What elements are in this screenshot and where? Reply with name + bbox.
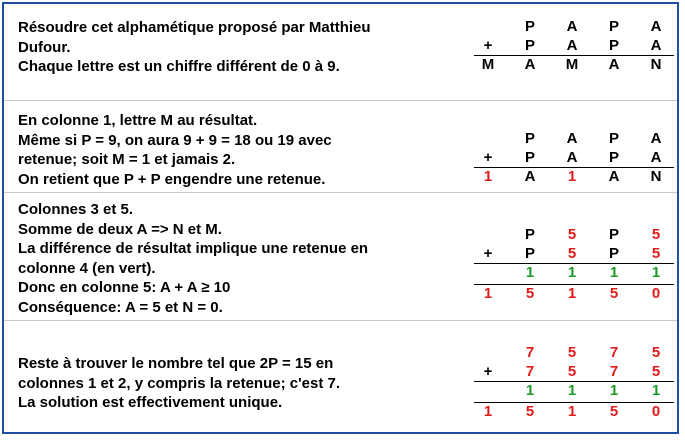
digit-cell: A: [566, 37, 578, 54]
digit-cell: A: [566, 149, 578, 166]
plus-sign: +: [483, 245, 493, 262]
digit-cell: 1: [483, 285, 493, 302]
digit-cell: 1: [567, 382, 577, 399]
explanation-line: La différence de résultat implique une retenue en: [18, 240, 369, 257]
digit-cell: 7: [525, 344, 535, 361]
digit-cell: A: [524, 56, 536, 73]
digit-cell: N: [650, 56, 662, 73]
explanation-line: Donc en colonne 5: A + A ≥ 10: [18, 279, 231, 296]
digit-cell: 5: [651, 226, 661, 243]
explanation-line: colonnes 1 et 2, y compris la retenue; c'est 7.: [18, 374, 341, 392]
digit-cell: 5: [609, 403, 619, 420]
digit-cell: 1: [567, 264, 577, 281]
plus-sign: +: [483, 37, 493, 54]
digit-cell: 5: [525, 285, 535, 302]
digit-cell: 5: [567, 245, 577, 262]
digit-cell: 5: [651, 363, 661, 380]
digit-cell: 1: [567, 285, 577, 302]
digit-cell: 5: [651, 245, 661, 262]
explanation-line: retenue; soit M = 1 et jamais 2.: [18, 151, 236, 168]
plus-sign: +: [483, 149, 493, 166]
digit-cell: 0: [651, 403, 661, 420]
digit-cell: P: [524, 226, 535, 243]
digit-cell: A: [524, 168, 536, 185]
digit-cell: P: [524, 245, 535, 262]
digit-cell: P: [524, 37, 535, 54]
explanation-line: Dufour.: [18, 38, 71, 56]
section-1-explanation: [18, 18, 438, 77]
digit-cell: M: [481, 56, 495, 73]
digit-cell: 7: [609, 363, 619, 380]
explanation-line: Reste à trouver le nombre tel que 2P = 15 en: [18, 355, 334, 372]
explanation-line: colonne 4 (en vert).: [18, 259, 156, 277]
section-divider: [4, 192, 677, 193]
digit-cell: 1: [525, 264, 535, 281]
digit-cell: 5: [567, 363, 577, 380]
explanation-line: On retient que P + P engendre une retenue.: [18, 170, 326, 188]
digit-cell: 1: [567, 168, 577, 185]
section-divider: [4, 320, 677, 321]
explanation-line: Résoudre cet alphamétique proposé par Matthieu: [18, 19, 371, 36]
digit-cell: P: [524, 130, 535, 147]
digit-cell: 5: [525, 403, 535, 420]
explanation-line: Chaque lettre est un chiffre différent de 0 à 9.: [18, 58, 340, 75]
digit-cell: M: [565, 56, 579, 73]
digit-cell: A: [608, 168, 620, 185]
digit-cell: A: [566, 18, 578, 35]
digit-cell: P: [524, 18, 535, 35]
digit-cell: A: [650, 130, 662, 147]
digit-cell: A: [566, 130, 578, 147]
explanation-line: La solution est effectivement unique.: [18, 394, 283, 411]
digit-cell: 5: [651, 344, 661, 361]
explanation-line: En colonne 1, lettre M au résultat.: [18, 112, 258, 129]
digit-cell: P: [608, 18, 619, 35]
digit-cell: 1: [483, 403, 493, 420]
explanation-line: Conséquence: A = 5 et N = 0.: [18, 298, 223, 316]
digit-cell: P: [608, 37, 619, 54]
digit-cell: 1: [525, 382, 535, 399]
section-4-explanation: [18, 354, 438, 413]
digit-cell: 7: [525, 363, 535, 380]
section-3-explanation: [18, 200, 438, 317]
digit-cell: N: [650, 168, 662, 185]
plus-sign: +: [483, 363, 493, 380]
digit-cell: 1: [567, 403, 577, 420]
section-2-explanation: [18, 111, 438, 189]
digit-cell: 0: [651, 285, 661, 302]
explanation-line: Même si P = 9, on aura 9 + 9 = 18 ou 19 avec: [18, 131, 332, 149]
digit-cell: A: [650, 149, 662, 166]
digit-cell: 5: [609, 285, 619, 302]
explanation-line: Somme de deux A => N et M.: [18, 220, 222, 238]
digit-cell: P: [524, 149, 535, 166]
digit-cell: P: [608, 226, 619, 243]
digit-cell: P: [608, 245, 619, 262]
digit-cell: 1: [651, 382, 661, 399]
digit-cell: 1: [609, 382, 619, 399]
digit-cell: A: [650, 37, 662, 54]
section-divider: [4, 100, 677, 101]
digit-cell: 5: [567, 226, 577, 243]
digit-cell: P: [608, 130, 619, 147]
slide-frame: [2, 2, 679, 434]
digit-cell: P: [608, 149, 619, 166]
digit-cell: A: [608, 56, 620, 73]
digit-cell: A: [650, 18, 662, 35]
digit-cell: 1: [609, 264, 619, 281]
digit-cell: 7: [609, 344, 619, 361]
explanation-line: Colonnes 3 et 5.: [18, 201, 134, 218]
digit-cell: 5: [567, 344, 577, 361]
digit-cell: 1: [651, 264, 661, 281]
digit-cell: 1: [483, 168, 493, 185]
